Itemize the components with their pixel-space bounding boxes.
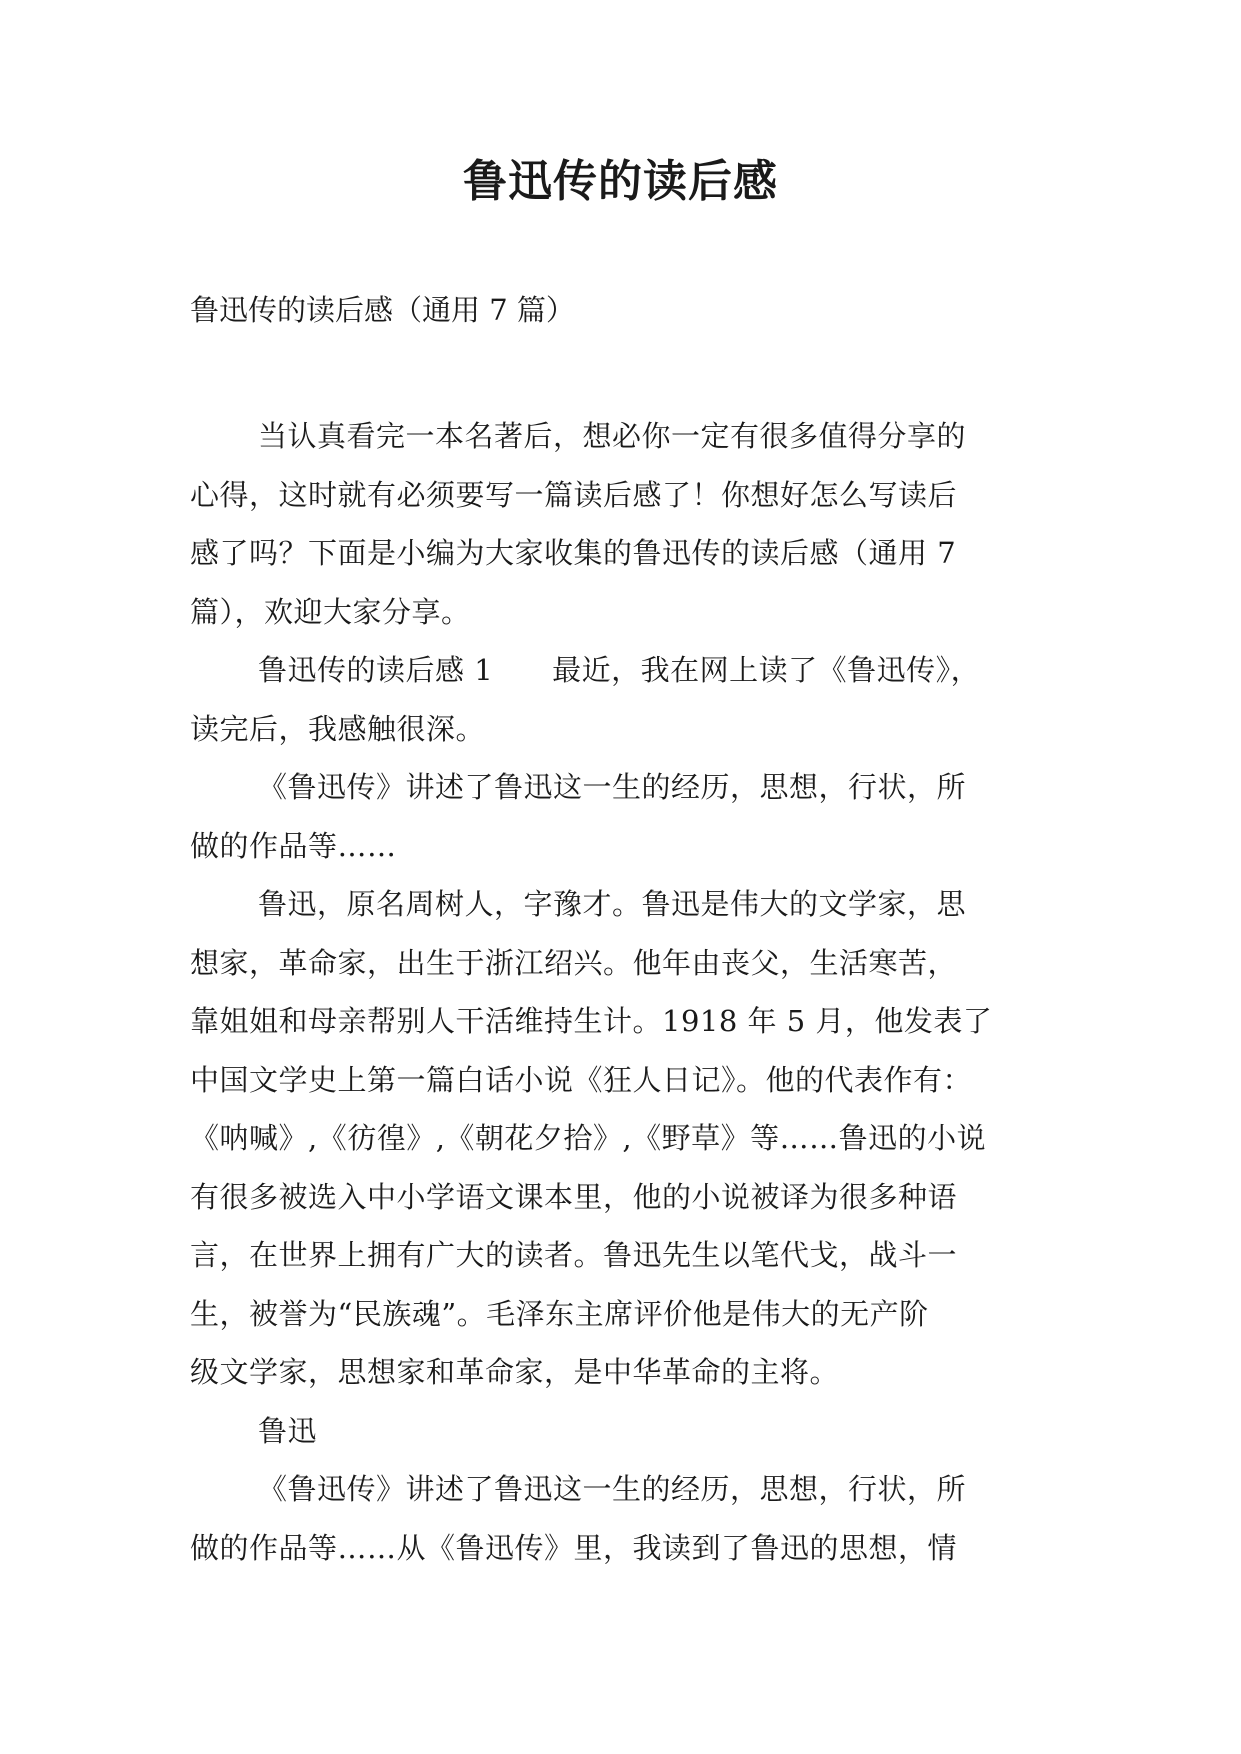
text-line: 《鲁迅传》讲述了鲁迅这一生的经历，思想，行状，所 bbox=[258, 1472, 967, 1506]
text-line: 鲁迅传的读后感 1 最近，我在网上读了《鲁迅传》， bbox=[258, 653, 981, 687]
text-line: 想家，革命家，出生于浙江绍兴。他年由丧父，生活寒苦， bbox=[190, 945, 958, 980]
text-line: 鲁迅，原名周树人，字豫才。鲁迅是伟大的文学家，思 bbox=[258, 887, 967, 921]
text-line: 《呐喊》,《彷徨》,《朝花夕拾》,《野草》等……鲁迅的小说 bbox=[190, 1121, 987, 1155]
text-line: 读完后，我感触很深。 bbox=[190, 711, 486, 746]
text-line: 篇），欢迎大家分享。 bbox=[190, 594, 471, 629]
text-line: 中国文学史上第一篇白话小说《狂人日记》。他的代表作有： bbox=[190, 1062, 973, 1097]
text-line: 做的作品等…… bbox=[190, 828, 397, 863]
document-title: 鲁迅传的读后感 bbox=[463, 156, 778, 207]
document-subtitle: 鲁迅传的读后感（通用 7 篇） bbox=[190, 293, 575, 327]
text-line: 《鲁迅传》讲述了鲁迅这一生的经历，思想，行状，所 bbox=[258, 770, 967, 804]
text-line: 鲁迅 bbox=[258, 1413, 318, 1448]
text-line: 心得，这时就有必须要写一篇读后感了！你想好怎么写读后 bbox=[190, 477, 958, 512]
text-line: 言，在世界上拥有广大的读者。鲁迅先生以笔代戈，战斗一 bbox=[190, 1238, 958, 1272]
text-line: 感了吗？下面是小编为大家收集的鲁迅传的读后感（通用 7 bbox=[190, 536, 957, 570]
text-line: 当认真看完一本名著后，想必你一定有很多值得分享的 bbox=[258, 419, 967, 453]
document-body bbox=[190, 407, 1050, 1577]
text-line: 靠姐姐和母亲帮别人干活维持生计。1918 年 5 月，他发表了 bbox=[190, 1004, 993, 1038]
text-line: 做的作品等……从《鲁迅传》里，我读到了鲁迅的思想，情 bbox=[190, 1530, 958, 1565]
text-line: 有很多被选入中小学语文课本里，他的小说被译为很多种语 bbox=[190, 1179, 958, 1214]
text-line: 生，被誉为“民族魂”。毛泽东主席评价他是伟大的无产阶 bbox=[190, 1296, 929, 1331]
text-line: 级文学家，思想家和革命家，是中华革命的主将。 bbox=[190, 1355, 840, 1389]
